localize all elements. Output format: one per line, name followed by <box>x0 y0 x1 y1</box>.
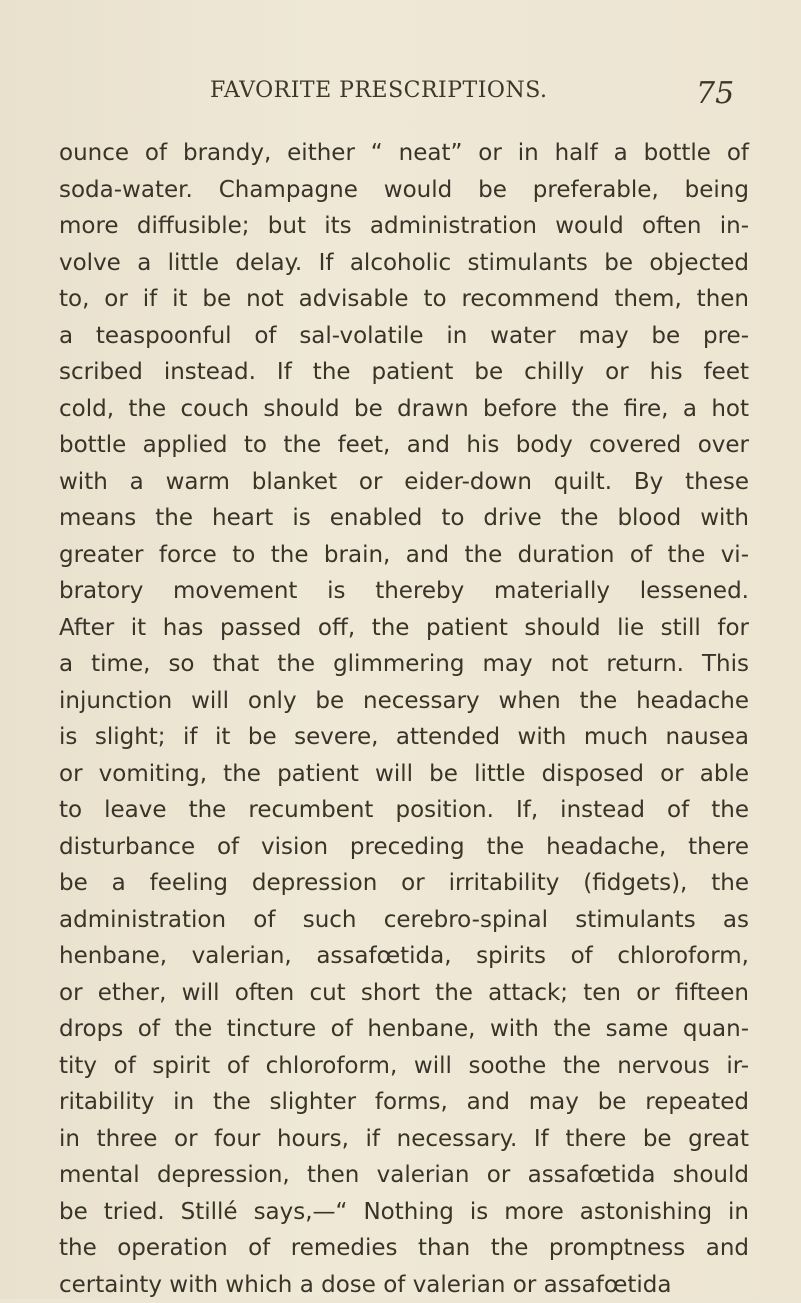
text-line: is slight; if it be severe, attended with much nausea <box>59 719 749 756</box>
text-line: injunction will only be necessary when the headache <box>59 683 749 720</box>
text-line: mental depression, then valerian or assafœtida should <box>59 1157 749 1194</box>
text-line: disturbance of vision preceding the headache, there <box>59 829 749 866</box>
text-line: a time, so that the glimmering may not return. This <box>59 646 749 683</box>
text-line: bratory movement is thereby materially lessened. <box>59 573 749 610</box>
text-line: a teaspoonful of sal-volatile in water may be pre- <box>59 318 749 355</box>
text-line: soda-water. Champagne would be preferable, being <box>59 172 749 209</box>
text-line: to leave the recumbent position. If, instead of the <box>59 792 749 829</box>
text-line: volve a little delay. If alcoholic stimulants be objected <box>59 245 749 282</box>
text-line: be tried. Stillé says,—“ Nothing is more astonishing in <box>59 1194 749 1231</box>
text-line: ounce of brandy, either “ neat” or in half a bottle of <box>59 135 749 172</box>
text-line: tity of spirit of chloroform, will soothe the nervous ir- <box>59 1048 749 1085</box>
text-line: in three or four hours, if necessary. If there be great <box>59 1121 749 1158</box>
text-line: scribed instead. If the patient be chilly or his feet <box>59 354 749 391</box>
text-line: drops of the tincture of henbane, with the same quan- <box>59 1011 749 1048</box>
text-line: administration of such cerebro-spinal stimulants as <box>59 902 749 939</box>
text-line: the operation of remedies than the promptness and <box>59 1230 749 1267</box>
text-line: cold, the couch should be drawn before the fire, a hot <box>59 391 749 428</box>
text-line: with a warm blanket or eider-down quilt. By these <box>59 464 749 501</box>
text-line: ritability in the slighter forms, and may be repeated <box>59 1084 749 1121</box>
text-line: certainty with which a dose of valerian or assafœtida <box>59 1267 749 1303</box>
text-line: to, or if it be not advisable to recommend them, then <box>59 281 749 318</box>
text-line: bottle applied to the feet, and his body covered over <box>59 427 749 464</box>
text-line: After it has passed off, the patient should lie still for <box>59 610 749 647</box>
text-line: or vomiting, the patient will be little disposed or able <box>59 756 749 793</box>
text-line: be a feeling depression or irritability (fidgets), the <box>59 865 749 902</box>
text-line: greater force to the brain, and the duration of the vi- <box>59 537 749 574</box>
text-line: or ether, will often cut short the attack; ten or fifteen <box>59 975 749 1012</box>
running-head: FAVORITE PRESCRIPTIONS. <box>210 78 547 103</box>
text-line: henbane, valerian, assafœtida, spirits of chloroform, <box>59 938 749 975</box>
text-line: means the heart is enabled to drive the blood with <box>59 500 749 537</box>
body-text <box>59 135 749 1303</box>
page-number: 75 <box>696 76 734 111</box>
text-line: more diffusible; but its administration would often in- <box>59 208 749 245</box>
